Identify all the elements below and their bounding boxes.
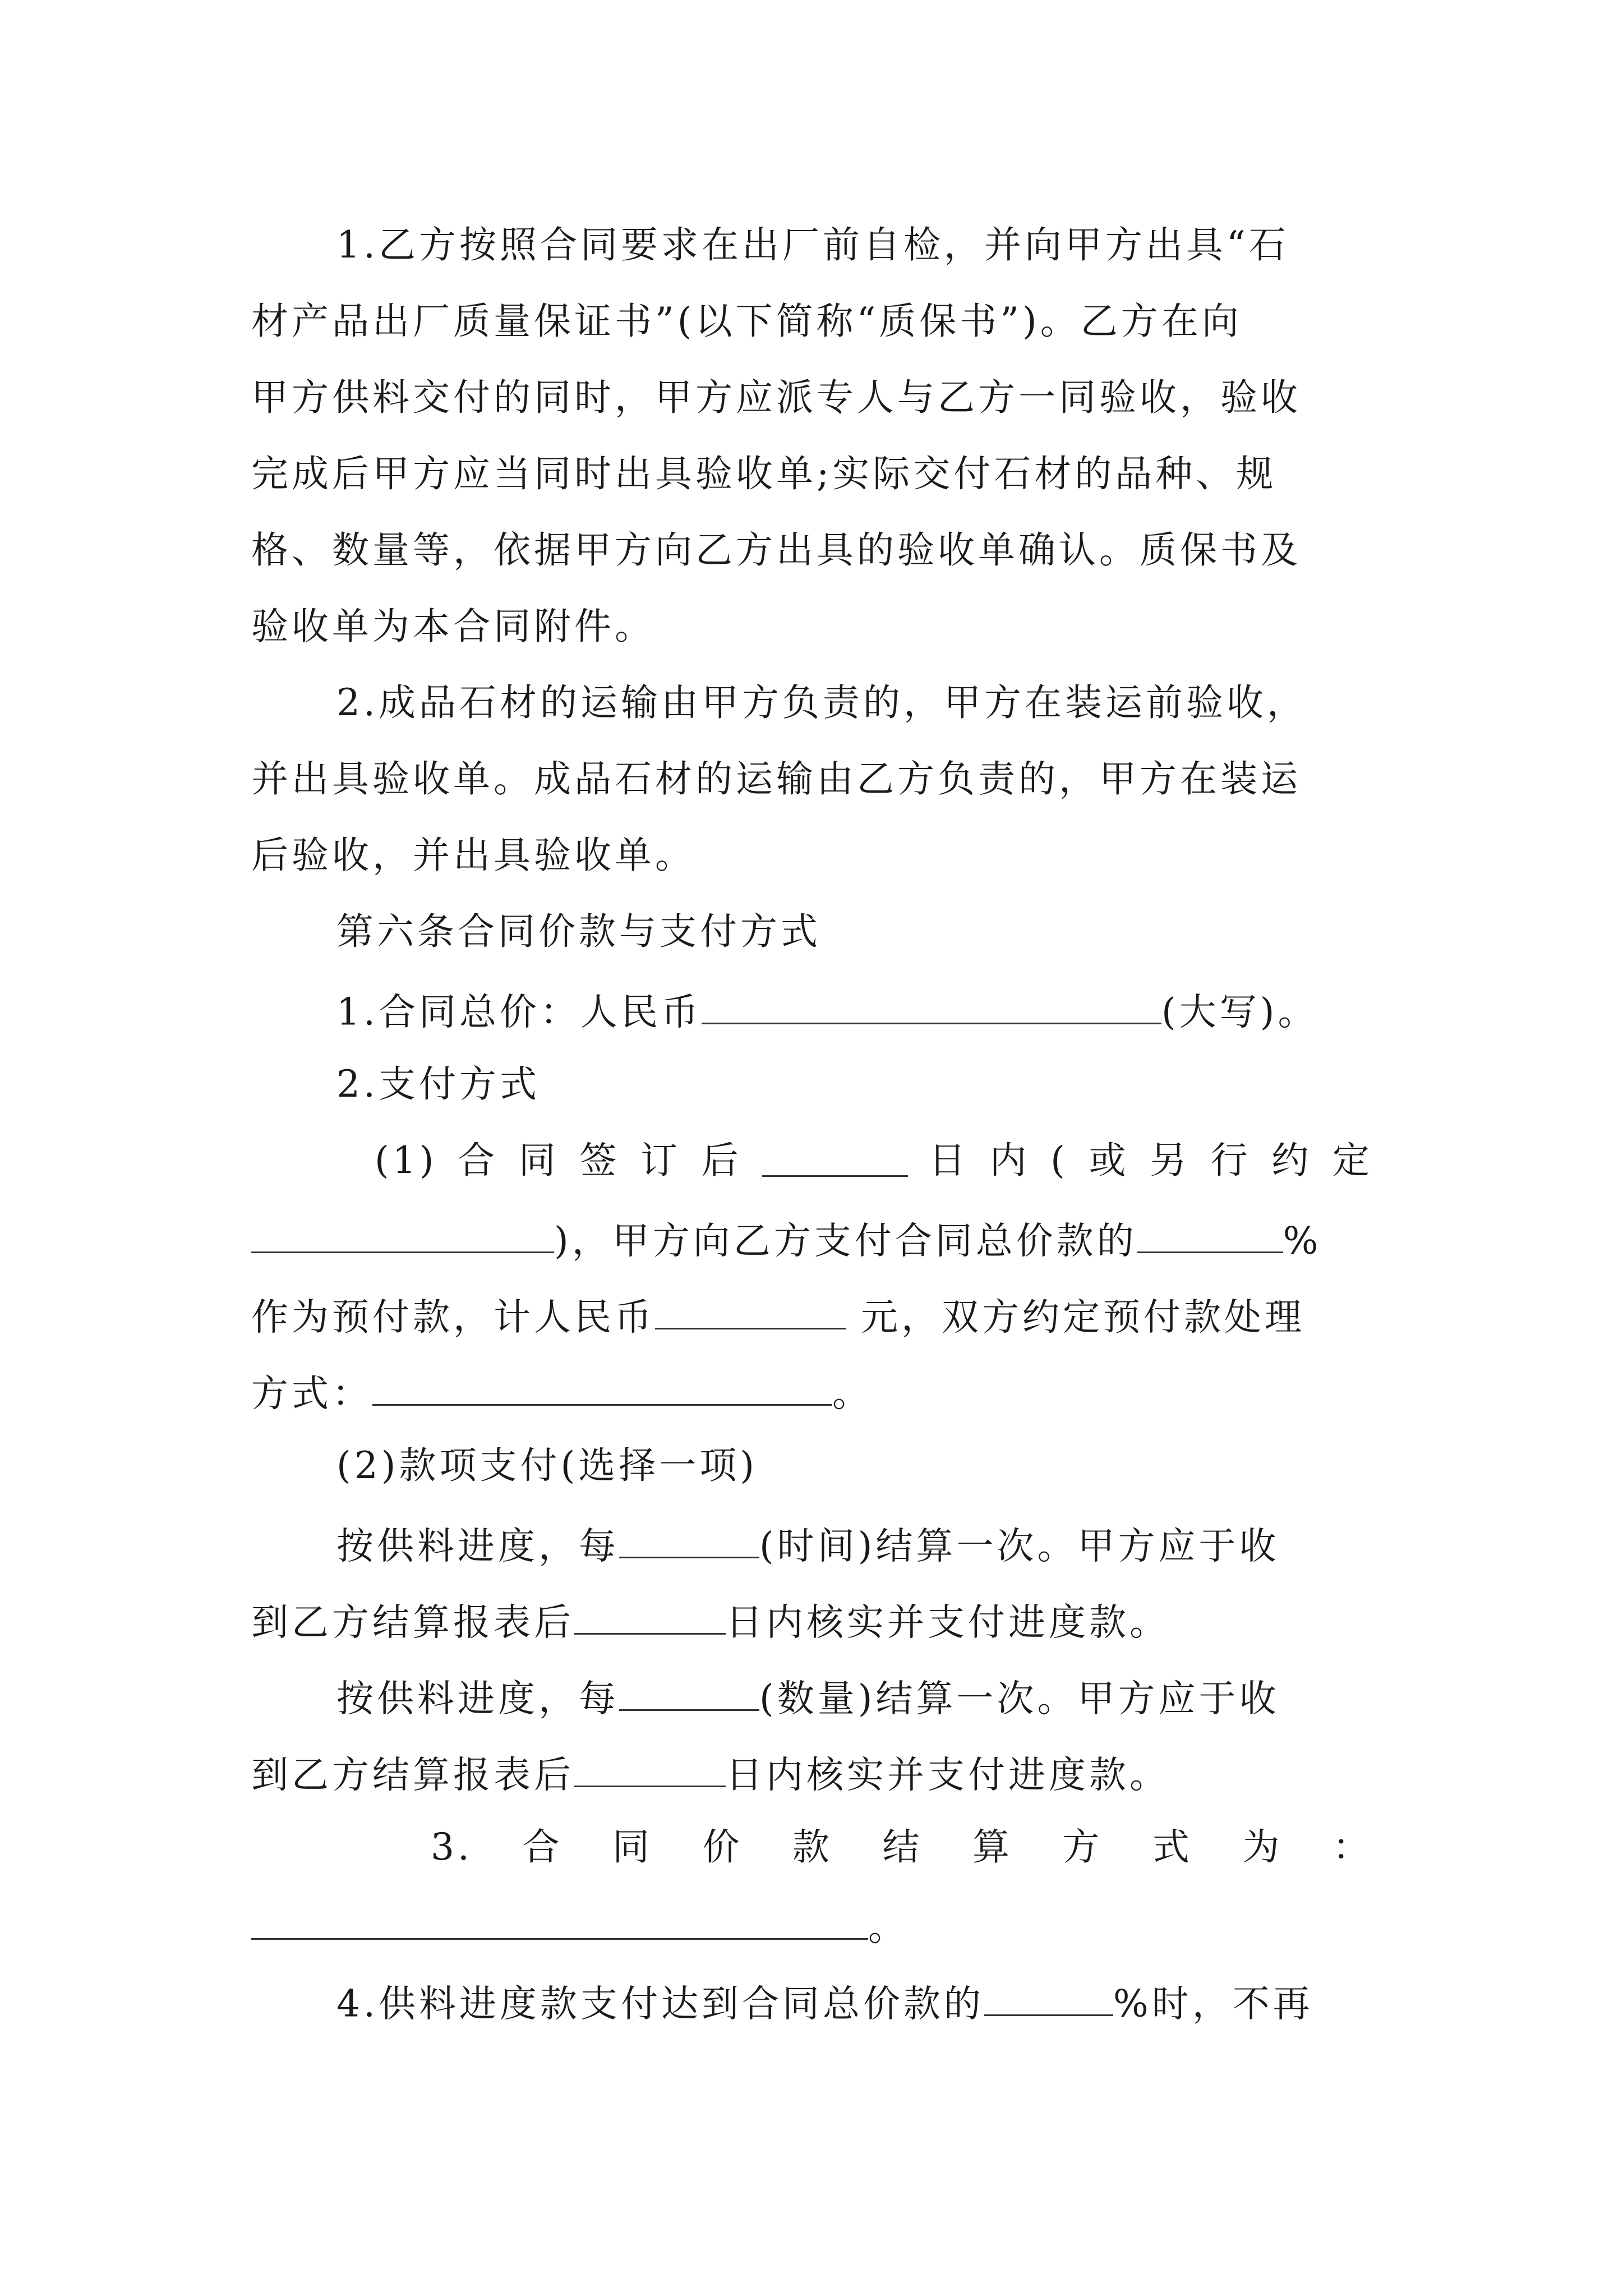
text-token: 内 [989, 1139, 1030, 1182]
text-token: 价 [702, 1825, 743, 1869]
amount-blank [655, 1295, 846, 1329]
text-segment: % [1283, 1219, 1322, 1263]
item3-line1 [431, 1825, 1373, 1869]
settlement-blank [251, 1905, 868, 1940]
text-line: 1.乙方按照合同要求在出厂前自检，并向甲方出具“石 [336, 223, 1289, 266]
option-qty-line1 [336, 1676, 1458, 1720]
text-segment: 按供料进度，每 [336, 1677, 619, 1720]
text-token: ： [1332, 1825, 1373, 1869]
text-segment: 作为预付款，计人民币 [251, 1295, 655, 1339]
item1-line2 [251, 1218, 1373, 1263]
days-blank [762, 1142, 908, 1177]
total-price-line [336, 990, 1458, 1034]
option-qty-line2 [251, 1752, 1373, 1797]
text-token: 算 [972, 1825, 1013, 1869]
text-segment: 日内核实并支付进度款。 [726, 1753, 1170, 1797]
text-token: 款 [792, 1825, 833, 1869]
item1-line1 [375, 1139, 1373, 1182]
text-segment: 到乙方结算报表后 [251, 1753, 574, 1797]
text-token: 同 [612, 1825, 653, 1869]
text-token: 后 [701, 1139, 742, 1182]
text-token: 为 [1242, 1825, 1283, 1869]
text-line: 验收单为本合同附件。 [251, 605, 655, 648]
text-token: 3. [431, 1825, 473, 1869]
text-segment: 方式： [251, 1372, 372, 1415]
option-time-line2 [251, 1600, 1373, 1644]
agreement-blank [251, 1218, 554, 1253]
total-price-prefix: 1.合同总价：人民币 [336, 990, 702, 1034]
text-line: 材产品出厂质量保证书”(以下简称“质保书”)。乙方在向 [251, 300, 1242, 343]
item2-heading: (2)款项支付(选择一项) [336, 1444, 758, 1487]
text-line: 甲方供料交付的同时，甲方应派专人与乙方一同验收，验收 [251, 376, 1301, 419]
option-time-line1 [336, 1524, 1458, 1568]
text-segment: (数量)结算一次。甲方应于收 [759, 1677, 1280, 1720]
time-blank [619, 1524, 759, 1558]
item1-line4 [251, 1371, 1373, 1415]
text-token: 结 [882, 1825, 923, 1869]
text-token: 订 [640, 1139, 681, 1182]
text-segment: )，甲方向乙方支付合同总价款的 [554, 1219, 1137, 1263]
total-price-suffix: (大写)。 [1161, 990, 1318, 1034]
percent-blank [984, 1981, 1113, 2016]
section-heading: 第六条合同价款与支付方式 [336, 910, 821, 953]
text-token: 定 [1332, 1139, 1373, 1182]
text-segment: %时，不再 [1113, 1982, 1313, 2026]
payment-heading: 2.支付方式 [336, 1062, 540, 1106]
days-blank [574, 1600, 726, 1635]
text-segment: 4.供料进度款支付达到合同总价款的 [336, 1982, 984, 2026]
text-line: 后验收，并出具验收单。 [251, 834, 695, 877]
percent-blank [1137, 1218, 1283, 1253]
text-line: 完成后甲方应当同时出具验收单;实际交付石材的品种、规 [251, 452, 1277, 495]
text-token: 合 [522, 1825, 563, 1869]
text-token: 式 [1152, 1825, 1193, 1869]
days-blank [574, 1752, 726, 1787]
text-token: 或 [1089, 1139, 1129, 1182]
text-line: 并出具验收单。成品石材的运输由乙方负责的，甲方在装运 [251, 757, 1301, 800]
text-line: 2.成品石材的运输由甲方负责的，甲方在装运前验收， [336, 681, 1307, 724]
text-token: 合 [458, 1139, 499, 1182]
text-token: 行 [1210, 1139, 1251, 1182]
text-segment: 到乙方结算报表后 [251, 1600, 574, 1644]
item1-line3 [251, 1295, 1373, 1339]
text-token: 方 [1062, 1825, 1103, 1869]
text-token: 日 [928, 1139, 969, 1182]
text-segment: (时间)结算一次。甲方应于收 [759, 1524, 1280, 1568]
quantity-blank [619, 1676, 759, 1711]
text-token: 签 [579, 1139, 620, 1182]
method-blank [372, 1371, 832, 1406]
text-token: ( [1050, 1139, 1068, 1182]
text-segment: 。 [832, 1372, 873, 1415]
text-token: (1) [375, 1139, 437, 1182]
amount-blank [702, 990, 1161, 1024]
text-token: 同 [518, 1139, 559, 1182]
text-segment: 元，双方约定预付款处理 [846, 1295, 1305, 1339]
text-token: 约 [1271, 1139, 1312, 1182]
text-line: 格、数量等，依据甲方向乙方出具的验收单确认。质保书及 [251, 528, 1301, 572]
item3-line2 [251, 1905, 1373, 1949]
text-segment: 按供料进度，每 [336, 1524, 619, 1568]
item4-line [336, 1981, 1458, 2026]
text-token: 另 [1150, 1139, 1191, 1182]
text-segment: 。 [868, 1906, 909, 1949]
text-segment: 日内核实并支付进度款。 [726, 1600, 1170, 1644]
